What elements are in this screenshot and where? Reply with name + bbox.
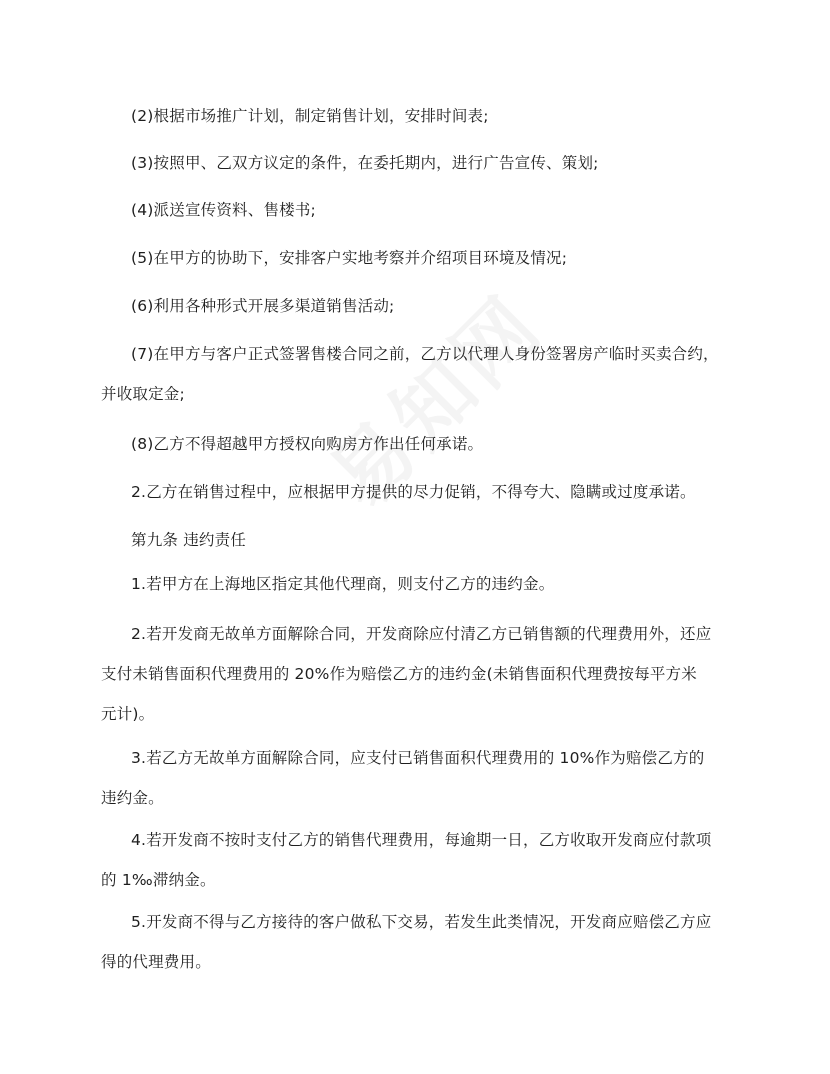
paragraph-line: 元计)。 — [101, 705, 155, 723]
paragraph-line: (3)按照甲、乙双方议定的条件，在委托期内，进行广告宣传、策划; — [131, 154, 599, 172]
paragraph-line: 3.若乙方无故单方面解除合同，应支付已销售面积代理费用的 10%作为赔偿乙方的 — [131, 749, 705, 767]
paragraph-line: 4.若开发商不按时支付乙方的销售代理费用，每逾期一日，乙方收取开发商应付款项 — [131, 831, 712, 849]
paragraph-line: 违约金。 — [101, 789, 164, 807]
paragraph-line: 1.若甲方在上海地区指定其他代理商，则支付乙方的违约金。 — [131, 575, 555, 593]
paragraph-item-3 — [131, 143, 721, 183]
paragraph-line: (2)根据市场推广计划，制定销售计划，安排时间表; — [131, 107, 489, 125]
paragraph-clause-2 — [131, 472, 721, 512]
paragraph-line: 2.乙方在销售过程中，应根据甲方提供的尽力促销，不得夸大、隐瞒或过度承诺。 — [131, 483, 696, 501]
paragraph-item-5 — [131, 238, 721, 278]
paragraph-item-2 — [131, 96, 721, 136]
paragraph-penalty-4 — [101, 820, 721, 900]
paragraph-line: (6)利用各种形式开展多渠道销售活动; — [131, 297, 395, 315]
paragraph-line: 5.开发商不得与乙方接待的客户做私下交易，若发生此类情况，开发商应赔偿乙方应 — [131, 913, 712, 931]
paragraph-line: 并收取定金; — [101, 385, 185, 403]
paragraph-line: (7)在甲方与客户正式签署售楼合同之前，乙方以代理人身份签署房产临时买卖合约， — [131, 345, 719, 363]
paragraph-item-8 — [131, 424, 721, 464]
paragraph-item-4 — [131, 190, 721, 230]
section-heading: 第九条 违约责任 — [131, 531, 247, 549]
paragraph-line: 支付未销售面积代理费用的 20%作为赔偿乙方的违约金(未销售面积代理费按每平方米 — [101, 665, 697, 683]
paragraph-item-6 — [131, 286, 721, 326]
paragraph-penalty-1 — [131, 564, 721, 604]
paragraph-penalty-2 — [101, 614, 721, 734]
section-heading-article-9 — [131, 520, 721, 560]
paragraph-penalty-5 — [101, 902, 721, 982]
paragraph-line: 的 1‰滞纳金。 — [101, 871, 216, 889]
paragraph-line: (8)乙方不得超越甲方授权向购房方作出任何承诺。 — [131, 435, 484, 453]
paragraph-line: (4)派送宣传资料、售楼书; — [131, 201, 316, 219]
paragraph-line: 2.若开发商无故单方面解除合同，开发商除应付清乙方已销售额的代理费用外，还应 — [131, 625, 712, 643]
paragraph-line: 得的代理费用。 — [101, 953, 211, 971]
paragraph-penalty-3 — [101, 738, 721, 818]
paragraph-item-7 — [101, 334, 721, 414]
paragraph-line: (5)在甲方的协助下，安排客户实地考察并介绍项目环境及情况; — [131, 249, 568, 267]
